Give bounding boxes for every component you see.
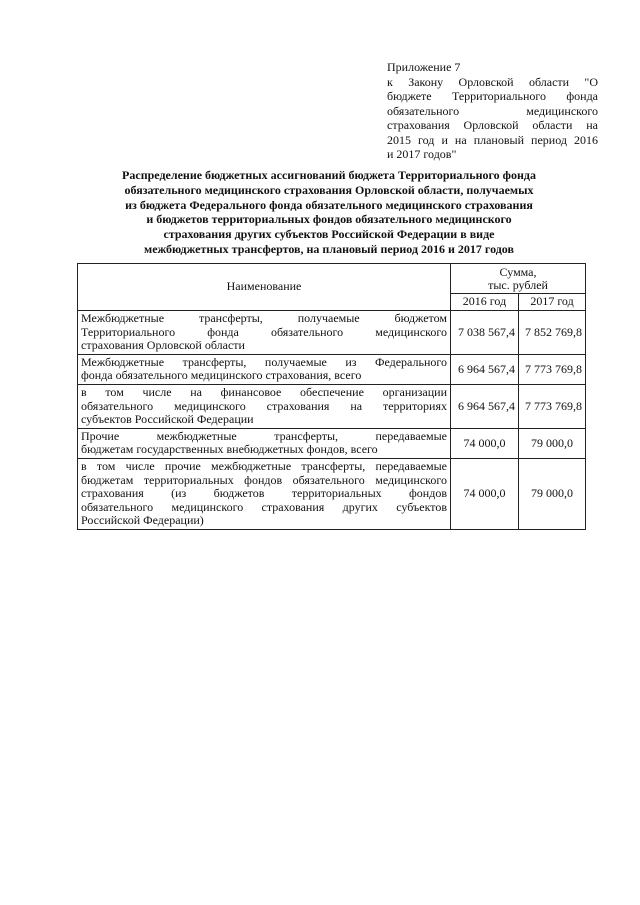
- row-name-line: в том числе прочие межбюджетные трансферты, передаваемые: [81, 458, 447, 473]
- row-value-2016: 74 000,0: [451, 428, 519, 458]
- header-sum-line: Сумма,: [499, 264, 537, 279]
- appendix-line: к Закону Орловской области "О: [387, 74, 598, 89]
- row-value-2016: 6 964 567,4: [451, 354, 519, 384]
- header-sum-line: тыс. рублей: [488, 277, 548, 292]
- row-value-2016: 74 000,0: [451, 458, 519, 529]
- header-name: Наименование: [226, 279, 302, 294]
- row-name-cell: [78, 428, 451, 458]
- row-name-line: Межбюджетные трансферты, получаемые бюджетом: [81, 311, 447, 325]
- row-name-line: страхования Орловской области: [81, 338, 245, 353]
- appendix-note: [387, 60, 598, 162]
- table-row: [78, 384, 586, 428]
- budget-table: [77, 263, 586, 530]
- row-name-line: Территориального фонда обязательного медицинского: [81, 324, 447, 339]
- row-name-cell: [78, 384, 451, 428]
- row-name-line: обязательного медицинского страхования на территориях: [81, 398, 447, 413]
- row-name-line: бюджетам государственных внебюджетных фондов, всего: [81, 442, 378, 457]
- title-line: из бюджета Федерального фонда обязательного медицинского страхования: [125, 197, 533, 212]
- header-name-cell: [78, 264, 451, 311]
- table-row: [78, 428, 586, 458]
- table-row: [78, 311, 586, 355]
- appendix-line: Приложение 7: [387, 60, 461, 74]
- row-value-2017: 7 852 769,8: [519, 311, 586, 355]
- row-name-line: фонда обязательного медицинского страхования, всего: [81, 368, 362, 383]
- row-name-line: обязательного медицинского страхования других субъектов: [81, 499, 447, 514]
- row-name-cell: [78, 458, 451, 529]
- header-year-2017: 2017 год: [519, 294, 586, 311]
- row-value-2017: 7 773 769,8: [519, 384, 586, 428]
- row-value-2016: 7 038 567,4: [451, 311, 519, 355]
- header-sum-cell: [451, 264, 586, 294]
- row-value-2017: 79 000,0: [519, 458, 586, 529]
- row-name-line: Прочие межбюджетные трансферты, передаваемые: [81, 428, 447, 443]
- title-line: Распределение бюджетных ассигнований бюджета Территориального фонда: [122, 168, 536, 182]
- table-header-row: [78, 264, 586, 294]
- row-value-2017: 79 000,0: [519, 428, 586, 458]
- document-title: [96, 168, 562, 257]
- title-line: межбюджетных трансфертов, на плановый период 2016 и 2017 годов: [144, 241, 514, 256]
- appendix-line: обязательного медицинского: [387, 103, 598, 118]
- row-value-2016: 6 964 567,4: [451, 384, 519, 428]
- table-row: [78, 458, 586, 529]
- row-name-cell: [78, 311, 451, 355]
- row-name-line: бюджетам территориальных фондов обязательного медицинского: [81, 472, 447, 487]
- appendix-line: и 2017 годов": [387, 147, 457, 161]
- row-value-2017: 7 773 769,8: [519, 354, 586, 384]
- table-row: [78, 354, 586, 384]
- row-name-cell: [78, 354, 451, 384]
- row-name-line: в том числе на финансовое обеспечение организации: [81, 384, 447, 399]
- header-year-2016: 2016 год: [451, 294, 519, 311]
- title-line: обязательного медицинского страхования Орловской области, получаемых: [124, 182, 534, 197]
- appendix-line: бюджете Территориального фонда: [387, 89, 598, 103]
- appendix-line: страхования Орловской области на: [387, 118, 598, 132]
- row-name-line: субъектов Российской Федерации: [81, 412, 254, 427]
- row-name-line: Межбюджетные трансферты, получаемые из Федерального: [81, 354, 447, 369]
- title-line: и бюджетов территориальных фондов обязательного медицинского: [146, 212, 512, 227]
- row-name-line: страхования (из бюджетов территориальных фондов: [81, 486, 447, 501]
- title-line: страхования других субъектов Российской Федерации в виде: [163, 227, 495, 242]
- row-name-line: Российской Федерации): [81, 513, 204, 528]
- appendix-line: 2015 год и на плановый период 2016: [387, 132, 598, 147]
